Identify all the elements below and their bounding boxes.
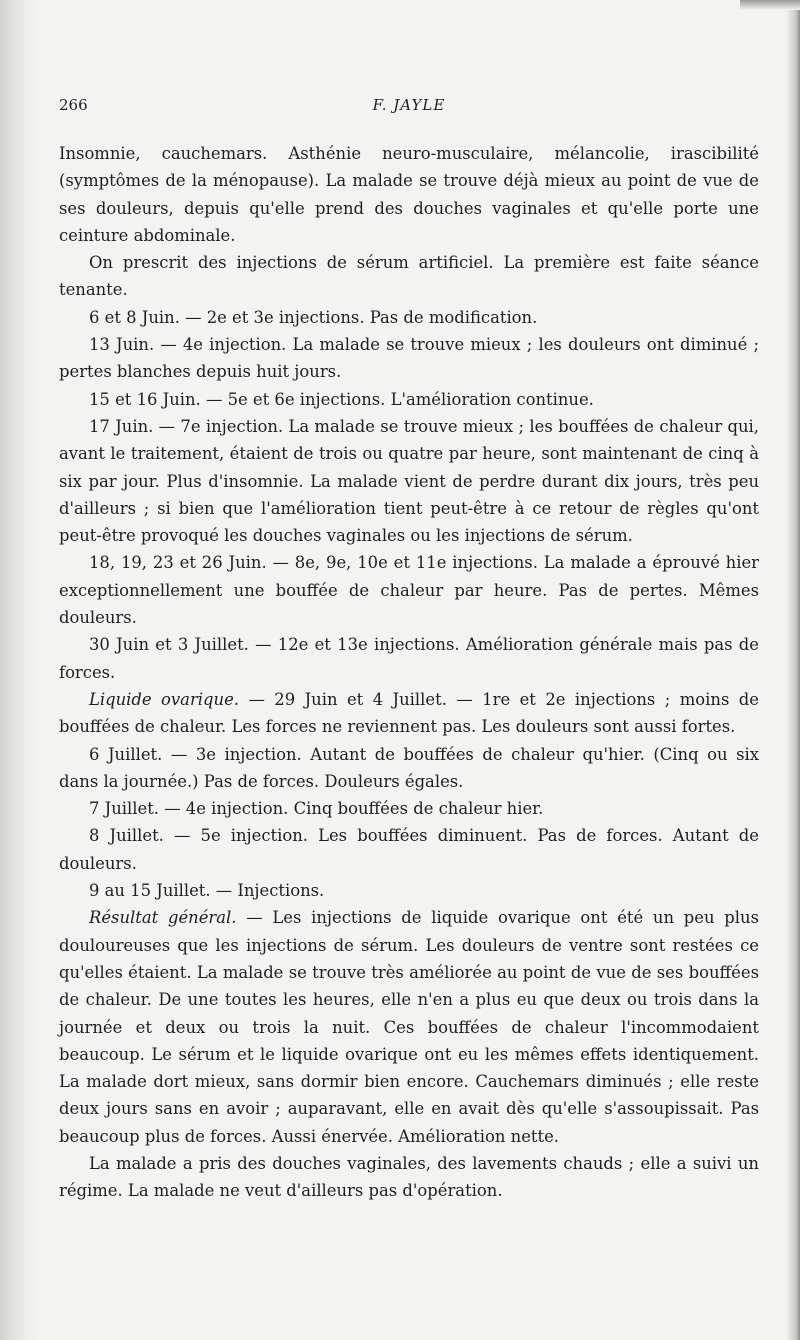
- paragraph: [59, 413, 759, 549]
- paragraph-text: 9 au 15 Juillet. — Injections.: [89, 881, 325, 901]
- paragraph: [59, 741, 759, 796]
- paragraph-lead-italic: Liquide ovarique.: [89, 689, 239, 709]
- paragraph-text: 6 Juillet. — 3e injection. Autant de bouffées de chaleur qu'hier. (Cinq ou six dans la journée.) Pas de forces. Douleurs égales.: [59, 744, 759, 791]
- running-head-author: F. JAYLE: [372, 96, 446, 114]
- paragraph-text: — 29 Juin et 4 Juillet. — 1re et 2e injections ; moins de bouffées de chaleur. Les forces ne reviennent pas. Les douleurs sont aussi fortes.: [59, 689, 759, 737]
- paragraph-text: 30 Juin et 3 Juillet. — 12e et 13e injections. Amélioration générale mais pas de forces.: [59, 635, 759, 682]
- paragraph: [59, 331, 759, 386]
- paragraph-text: 7 Juillet. — 4e injection. Cinq bouffées de chaleur hier.: [89, 799, 544, 819]
- paragraph: [59, 249, 759, 304]
- book-page: [59, 96, 759, 1205]
- paragraph: [59, 686, 759, 741]
- paragraph: [59, 904, 759, 1150]
- paragraph: [59, 795, 759, 822]
- paragraph-text: 8 Juillet. — 5e injection. Les bouffées diminuent. Pas de forces. Autant de douleurs.: [59, 826, 759, 873]
- paragraph: [59, 386, 759, 413]
- running-head: [59, 96, 759, 122]
- body-text: [59, 140, 759, 1205]
- paragraph-text: 18, 19, 23 et 26 Juin. — 8e, 9e, 10e et 11e injections. La malade a éprouvé hier exceptionnellement une bouffée de chaleur par heure. Pas de pertes. Mêmes douleurs.: [59, 553, 759, 628]
- paragraph: [59, 822, 759, 877]
- paragraph: [59, 877, 759, 904]
- paragraph: [59, 140, 759, 249]
- paragraph-text: Insomnie, cauchemars. Asthénie neuro-musculaire, mélancolie, irascibilité (symptômes de la ménopause). La malade se trouve déjà mieux au point de vue de ses douleurs, depuis qu'elle prend des douches vaginales et qu'elle porte une ceinture abdominale.: [59, 144, 759, 245]
- paragraph: [59, 549, 759, 631]
- scan-edge-top-right: [740, 0, 800, 10]
- paragraph-text: 6 et 8 Juin. — 2e et 3e injections. Pas de modification.: [89, 307, 538, 327]
- paragraph-text: 13 Juin. — 4e injection. La malade se trouve mieux ; les douleurs ont diminué ; pertes blanches depuis huit jours.: [59, 335, 759, 382]
- paragraph-lead-italic: Résultat général.: [89, 908, 237, 928]
- scan-edge-left: [0, 0, 36, 1340]
- paragraph: [59, 1150, 759, 1205]
- paragraph: [59, 304, 759, 331]
- paragraph-text: — Les injections de liquide ovarique ont été un peu plus douloureuses que les injections de sérum. Les douleurs de ventre sont restées ce qu'elles étaient. La malade se trouve très améliorée au point de vue de ses bouffées de chaleur. De une toutes les heures, elle n'en a plus eu que deux ou trois dans la journée et deux ou trois la nuit. Ces bouffées de chaleur l'incommodaient beaucoup. Le sérum et le liquide ovarique ont eu les mêmes effets identiquement. La malade dort mieux, sans dormir bien encore. Cauchemars diminués ; elle reste deux jours sans en avoir ; auparavant, elle en avait dès qu'elle s'assoupissait. Pas beaucoup plus de forces. Aussi énervée. Amélioration nette.: [59, 908, 759, 1146]
- paragraph-text: La malade a pris des douches vaginales, des lavements chauds ; elle a suivi un régime. La malade ne veut d'ailleurs pas d'opération.: [59, 1153, 759, 1201]
- paragraph-text: 17 Juin. — 7e injection. La malade se trouve mieux ; les bouffées de chaleur qui, avant le traitement, étaient de trois ou quatre par heure, sont maintenant de cinq à six par jour. Plus d'insomnie. La malade vient de perdre durant dix jours, très peu d'ailleurs ; si bien que l'amélioration tient peut-être à ce retour de règles qu'ont peut-être provoqué les douches vaginales ou les injections de sérum.: [59, 416, 759, 546]
- paragraph-text: On prescrit des injections de sérum artificiel. La première est faite séance tenante.: [59, 253, 759, 300]
- page-number: 266: [59, 96, 88, 114]
- scan-edge-right: [786, 0, 800, 1340]
- paragraph: [59, 631, 759, 686]
- paragraph-text: 15 et 16 Juin. — 5e et 6e injections. L'amélioration continue.: [89, 389, 594, 409]
